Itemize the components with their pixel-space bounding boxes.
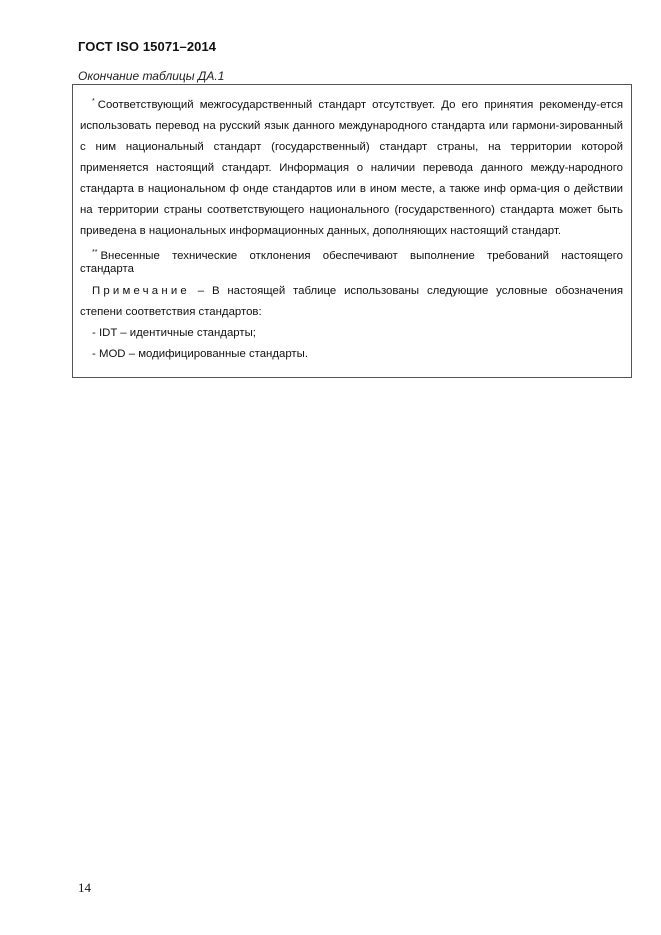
list-item-idt: - IDT – идентичные стандарты; <box>92 327 256 339</box>
footnote-2-text: Внесенные технические отклонения обеспечивают выполнение требований настоящего стандарта <box>80 250 623 275</box>
footnote-2 <box>80 247 623 275</box>
table-notes-box <box>72 84 632 378</box>
footnote-1-mark: * <box>92 98 95 105</box>
remark <box>80 281 623 323</box>
table-caption: Окончание таблицы ДА.1 <box>78 69 225 83</box>
document-header-title: ГОСТ ISO 15071–2014 <box>78 39 217 54</box>
list-item-mod: - MOD – модифицированные стандарты. <box>92 348 308 360</box>
remark-text: – В настоящей таблице использованы следующие условные обозначения степени соответствия стандартов: <box>80 285 623 318</box>
page-number: 14 <box>78 880 91 895</box>
remark-label: Примечание <box>92 285 190 297</box>
footnote-1 <box>80 91 623 242</box>
footnote-2-mark: ** <box>92 249 98 256</box>
footnote-1-text: Соответствующий межгосударственный стандарт отсутствует. До его принятия рекоменду-ется использовать перевод на русский язык данного международного стандарта или гармони-зированный с ним национальный стандарт (государственный) стандарт страны, на территории которой применяется настоящий стандарт. Информация о наличии перевода данного между-народного стандарта в национальном ф онде стандартов или в ином месте, а также инф орма-ция о действии на территории страны соответствующего национального (государственного) стандарта может быть приведена в национальных информационных данных, дополняющих настоящий стандарт. <box>80 99 623 237</box>
